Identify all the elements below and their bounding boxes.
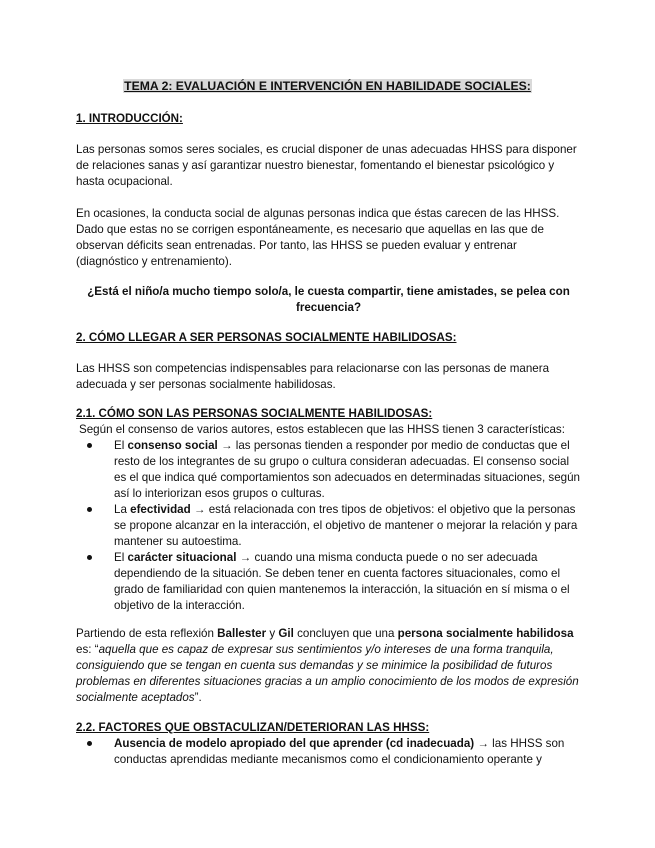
section-2-1-intro: Según el consenso de varios autores, estos establecen que las HHSS tienen 3 características: xyxy=(79,423,565,436)
section-heading-2-2: 2.2. FACTORES QUE OBSTACULIZAN/DETERIORAN LAS HHSS: xyxy=(76,721,430,734)
document-title: TEMA 2: EVALUACIÓN E INTERVENCIÓN EN HABILIDADE SOCIALES: xyxy=(124,79,531,93)
list-item: Ausencia de modelo apropiado del que aprender (cd inadecuada) → las HHSS son conductas aprendidas mediante mecanismos como el condicionamiento operante y xyxy=(76,736,581,768)
bullet-icon xyxy=(87,507,92,512)
intro-paragraph-2: En ocasiones, la conducta social de algunas personas indica que éstas carecen de las HHSS. Dado que estas no se corrigen espontáneamente, es necesario que aquellas en las que de observan déficits sean entrenadas. Por tanto, las HHSS se pueden evaluar y entrenar (diagnóstico y entrenamiento). xyxy=(76,207,560,268)
section-heading-como-llegar: 2. CÓMO LLEGAR A SER PERSONAS SOCIALMENTE HABILIDOSAS: xyxy=(76,331,457,344)
question-paragraph: ¿Está el niño/a mucho tiempo solo/a, le cuesta compartir, tiene amistades, se pelea con frecuencia? xyxy=(87,285,570,314)
section-2-paragraph: Las HHSS son competencias indispensables para relacionarse con las personas de manera adecuada y ser personas socialmente habilidosas. xyxy=(76,362,550,391)
factors-list xyxy=(76,736,581,768)
bullet-icon xyxy=(87,741,92,746)
section-heading-introduccion: 1. INTRODUCCIÓN: xyxy=(76,112,183,125)
list-item: El consenso social → las personas tienden a responder por medio de conductas que el resto de los integrantes de su grupo o cultura consideran adecuadas. El consenso social es el que indica qué comportamientos son adecuados en determinadas situaciones, según así lo interiorizan esos grupos o culturas. xyxy=(76,438,581,502)
list-item: El carácter situacional → cuando una misma conducta puede o no ser adecuada dependiendo de la situación. Se deben tener en cuenta factores situacionales, como el grado de familiaridad con quien mantenemos la interacción, la situación en sí misma o el objetivo de la interacción. xyxy=(76,550,581,614)
conclusion-paragraph: Partiendo de esta reflexión Ballester y Gil concluyen que una persona socialmente habilidosa es: “aquella que es capaz de expresar sus sentimientos y/o intereses de una forma tranquila, consiguiendo que se tengan en cuenta sus demandas y se minimice la posibilidad de futuros problemas en diferentes situaciones gracias a un amplio conocimiento de los modos de expresión socialmente aceptados”. xyxy=(76,627,579,704)
quote-text: aquella que es capaz de expresar sus sentimientos y/o intereses de una forma tranquila, consiguiendo que se tengan en cuenta sus demandas y se minimice la posibilidad de futuros problemas en diferentes situaciones gracias a un amplio conocimiento de los modos de expresión socialmente aceptados xyxy=(76,643,579,704)
section-heading-2-1: 2.1. CÓMO SON LAS PERSONAS SOCIALMENTE HABILIDOSAS: xyxy=(76,407,433,420)
list-item: La efectividad → está relacionada con tres tipos de objetivos: el objetivo que la personas se propone alcanzar en la interacción, el objetivo de mantener o mejorar la relación y para mantener su autoestima. xyxy=(76,502,581,550)
bullet-icon xyxy=(87,555,92,560)
characteristics-list xyxy=(76,438,581,614)
bullet-icon xyxy=(87,443,92,448)
intro-paragraph-1: Las personas somos seres sociales, es crucial disponer de unas adecuadas HHSS para disponer de relaciones sanas y así garantizar nuestro bienestar, fomentando el bienestar psicológico y hasta ocupacional. xyxy=(76,143,577,188)
